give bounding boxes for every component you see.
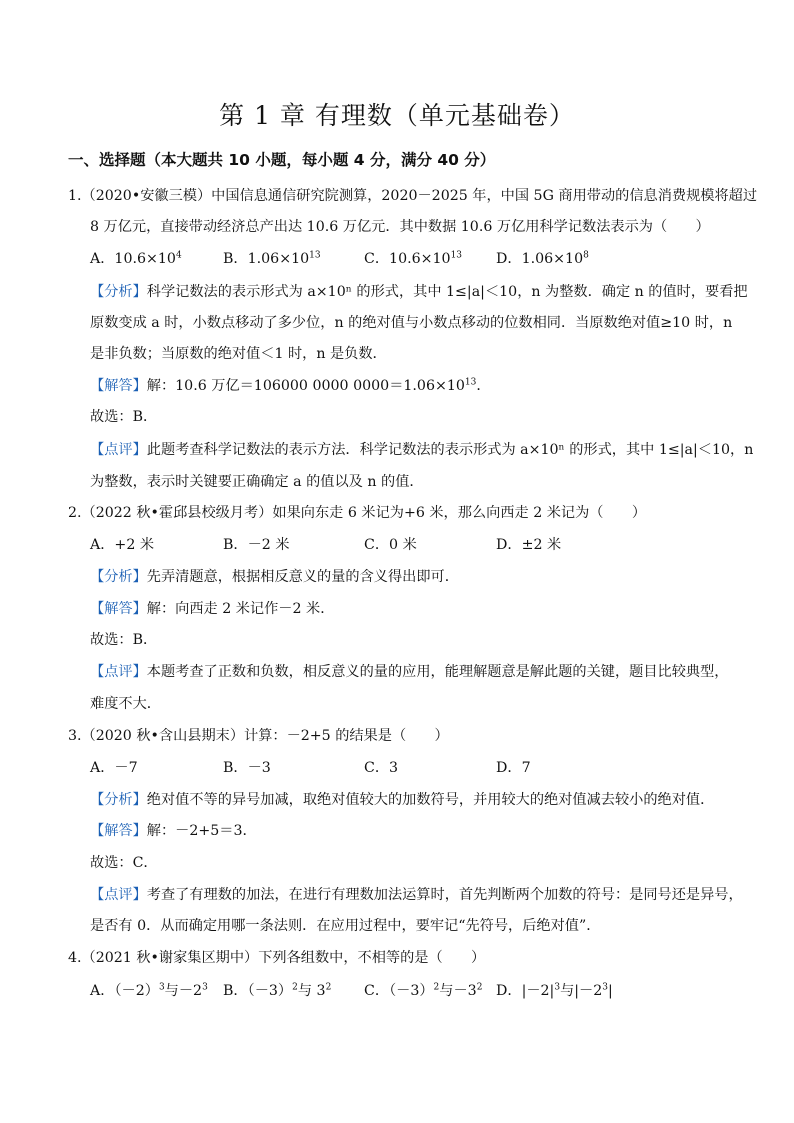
q3-analysis-line1: 【分析】绝对值不等的异号加减，取绝对值较大的加数符号，并用较大的绝对值减去较小的绝对值．	[90, 792, 715, 808]
q2-choice: 故选：B．	[90, 632, 158, 648]
q1-analysis-line1: 【分析】科学记数法的表示形式为 a×10ⁿ 的形式，其中 1≤|a|＜10，n 为整数．确定 n 的值时，要看把	[90, 284, 748, 300]
q1-stem-line2: 8 万亿元，直接带动经济总产出达 10.6 万亿元．其中数据 10.6 万亿用科学记数法表示为（ ）	[90, 219, 710, 235]
q4-stem-line1: 4.（2021 秋•谢家集区期中）下列各组数中，不相等的是（ ）	[68, 950, 486, 966]
q2-option-d: D．±2 米	[496, 537, 562, 553]
q2-comment-line1: 【点评】本题考查了正数和负数，相反意义的量的应用，能理解题意是解此题的关键，题目比较典型，	[90, 664, 729, 680]
q4-option-c: C．$(-3)^2$与$-3^2$	[364, 982, 483, 999]
q2-option-c: C．0 米	[364, 537, 417, 553]
page-title: 第 1 章 有理数（单元基础卷）	[219, 101, 575, 130]
q1-stem-line1: 1.（2020•安徽三模）中国信息通信研究院测算，2020－2025 年，中国 5G 商用带动的信息消费规模将超过	[68, 188, 758, 204]
q3-choice: 故选：C．	[90, 855, 158, 871]
q1-option-d: D．$1.06\times 10^8$	[496, 250, 589, 267]
q3-option-b: B．－3	[223, 760, 271, 776]
q2-option-a: A．+2 米	[90, 537, 155, 553]
analysis-tag: 【分析】	[90, 284, 147, 300]
q1-option-a: A．$10.6\times 10^4$	[90, 250, 182, 267]
q4-option-d: D．$|-2|^3$与$|-2^3|$	[496, 982, 613, 999]
comment-tag: 【点评】	[90, 887, 147, 903]
q3-option-c: C．3	[364, 760, 399, 776]
q1-option-b: B．$1.06\times 10^{13}$	[223, 250, 321, 267]
answer-tag: 【解答】	[90, 601, 147, 617]
q1-analysis-line3: 是非负数；当原数的绝对值＜1 时，n 是负数．	[90, 346, 387, 362]
answer-tag: 【解答】	[90, 823, 147, 839]
q2-analysis-line1: 【分析】先弄清题意，根据相反意义的量的含义得出即可．	[90, 569, 459, 585]
answer-tag: 【解答】	[90, 378, 147, 394]
analysis-tag: 【分析】	[90, 792, 147, 808]
analysis-tag: 【分析】	[90, 569, 147, 585]
comment-tag: 【点评】	[90, 442, 147, 458]
q1-comment-line1: 【点评】此题考查科学记数法的表示方法．科学记数法的表示形式为 a×10ⁿ 的形式，其中 1≤|a|＜10，n	[90, 442, 754, 458]
q2-stem-line1: 2.（2022 秋•霍邱县校级月考）如果向东走 6 米记为+6 米，那么向西走 2 米记为（ ）	[68, 505, 647, 521]
q2-option-b: B．－2 米	[223, 537, 290, 553]
q3-stem-line1: 3.（2020 秋•含山县期末）计算：－2+5 的结果是（ ）	[68, 728, 449, 744]
q1-analysis-line2: 原数变成 a 时，小数点移动了多少位，n 的绝对值与小数点移动的位数相同．当原数绝对值≥10 时，n	[90, 315, 733, 331]
q2-comment-line2: 难度不大．	[90, 696, 161, 712]
q3-option-a: A．－7	[90, 760, 138, 776]
q3-option-d: D．7	[496, 760, 531, 776]
section-heading: 一、选择题（本大题共 10 小题，每小题 4 分，满分 40 分）	[68, 151, 496, 169]
q2-answer-line: 【解答】解：向西走 2 米记作－2 米．	[90, 601, 335, 617]
q1-comment-line2: 为整数，表示时关键要正确确定 a 的值以及 n 的值．	[90, 474, 424, 490]
q1-option-c: C．$10.6\times 10^{13}$	[364, 250, 463, 267]
q4-option-b: B．$(-3)^2$与 $3^2$	[223, 982, 332, 999]
q1-answer-line: 【解答】解：10.6 万亿＝106000 0000 $0000=1.06\times 10^{13}$．	[90, 377, 491, 394]
q1-choice: 故选：B．	[90, 409, 158, 425]
comment-tag: 【点评】	[90, 664, 147, 680]
q3-comment-line1: 【点评】考查了有理数的加法，在进行有理数加法运算时，首先判断两个加数的符号：是同号还是异号，	[90, 887, 743, 903]
q3-comment-line2: 是否有 0．从而确定用哪一条法则．在应用过程中，要牢记“先符号，后绝对值”．	[90, 918, 601, 934]
q3-answer-line: 【解答】解：－2+5＝3．	[90, 823, 257, 839]
q4-option-a: A．$(-2)^3$与$-2^3$	[90, 982, 208, 999]
